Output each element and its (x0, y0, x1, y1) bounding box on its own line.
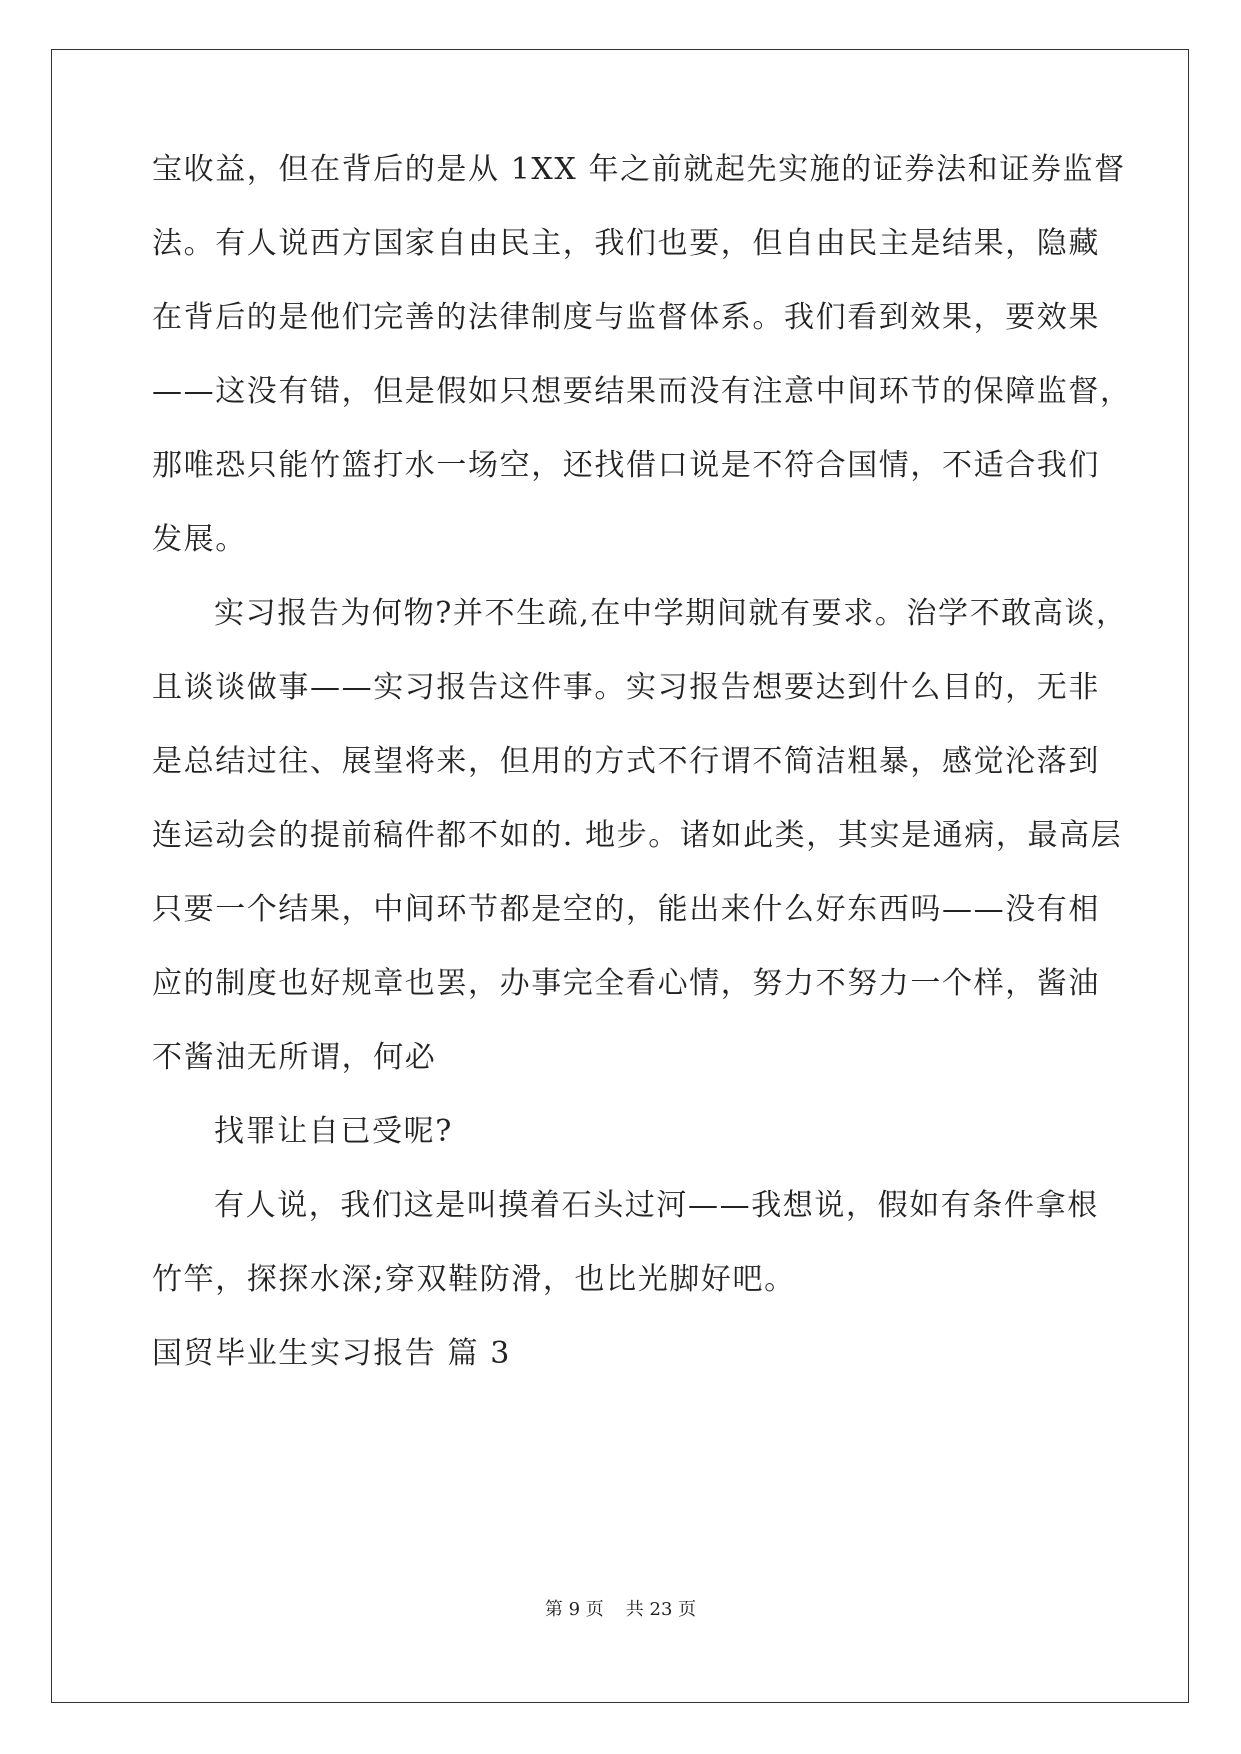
paragraph-line: 找罪让自已受呢? (214, 1114, 453, 1149)
page-footer (0, 1598, 1241, 1622)
paragraph-line: 只要一个结果，中间环节都是空的，能出来什么好东西吗——没有相 (152, 892, 1100, 927)
paragraph-line: 不酱油无所谓，何必 (152, 1040, 437, 1075)
paragraph-line: 竹竿，探探水深;穿双鞋防滑，也比光脚好吧。 (152, 1262, 796, 1297)
paragraph-line: 有人说，我们这是叫摸着石头过河——我想说，假如有条件拿根 (214, 1188, 1099, 1223)
page-number-total: 共 23 页 (625, 1599, 697, 1620)
paragraph-line: 是总结过往、展望将来，但用的方式不行谓不简洁粗暴，感觉沦落到 (152, 744, 1100, 779)
paragraph-line: 连运动会的提前稿件都不如的. 地步。诸如此类，其实是通病，最高层 (152, 818, 1123, 853)
section-heading: 国贸毕业生实习报告 篇 3 (152, 1336, 511, 1371)
paragraph-line: 且谈谈做事——实习报告这件事。实习报告想要达到什么目的，无非 (152, 670, 1100, 705)
paragraph-line: 宝收益，但在背后的是从 1XX 年之前就起先实施的证券法和证券监督 (152, 152, 1126, 187)
paragraph-line: ——这没有错，但是假如只想要结果而没有注意中间环节的保障监督， (152, 374, 1132, 409)
paragraph-line: 应的制度也好规章也罢，办事完全看心情，努力不努力一个样，酱油 (152, 966, 1100, 1001)
paragraph-line: 实习报告为何物?并不生疏,在中学期间就有要求。治学不敢高谈， (214, 596, 1128, 631)
paragraph-line: 发展。 (152, 522, 247, 557)
page-number-current: 第 9 页 (544, 1599, 604, 1620)
paragraph-line: 法。有人说西方国家自由民主，我们也要，但自由民主是结果，隐藏 (152, 226, 1100, 261)
paragraph-line: 在背后的是他们完善的法律制度与监督体系。我们看到效果，要效果 (152, 300, 1100, 335)
paragraph-line: 那唯恐只能竹篮打水一场空，还找借口说是不符合国情，不适合我们 (152, 448, 1100, 483)
